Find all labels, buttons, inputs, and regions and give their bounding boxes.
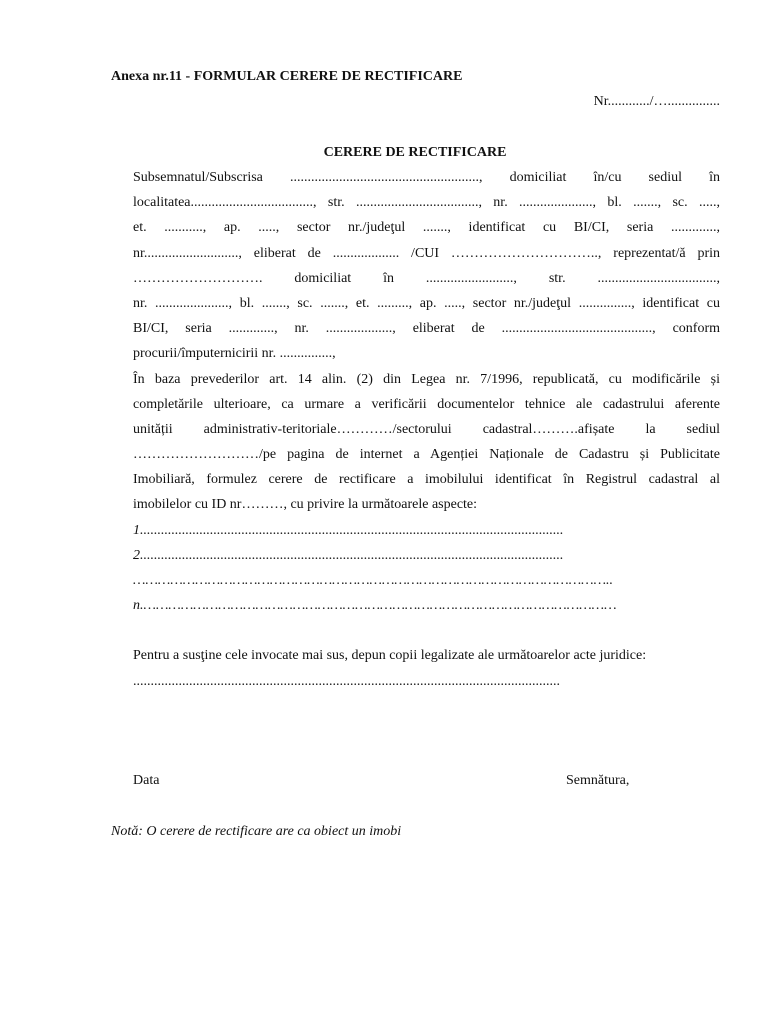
body-line: Imobiliară, formulez cerere de rectificare a imobilului identificat în Registrul cadastral al (133, 472, 720, 488)
supporting-documents-text: Pentru a susţine cele invocate mai sus, depun copii legalizate ale următoarelor acte juridice: (133, 648, 647, 663)
aspect-item-ellipsis: …………………………………………………………………………………………………….. (133, 573, 614, 588)
aspect-item-n: n.…………………………………………………………………………………………………… (133, 598, 617, 614)
footnote: Notă: O cerere de rectificare are ca obiect un imobi (111, 824, 402, 839)
body-line: Subsemnatul/Subscrisa ......................................................, domiciliat în/cu sediul în (133, 170, 720, 185)
body-line: localitatea..................................., str. ..................................., nr. ....................., bl. ......., sc. ....., (133, 195, 720, 211)
body-line: et. ..........., ap. ....., sector nr./judeţul ......., identificat cu BI/CI, seria ............., (133, 220, 720, 236)
body-line: ………………………. domiciliat în ........................., str. .................................., (133, 270, 720, 286)
body-line: unității administrativ-teritoriale…………/sectorului cadastral……….afișate la sediul (133, 421, 720, 437)
document-title: CERERE DE RECTIFICARE (323, 145, 507, 160)
body-line: nr. ....................., bl. ......., sc. ......., et. ........., ap. ....., sector nr./judeţul ..............., identificat cu (133, 295, 720, 311)
date-label: Data (133, 773, 160, 788)
body-line: În baza prevederilor art. 14 alin. (2) din Legea nr. 7/1996, republicată, cu modificările și (133, 371, 720, 387)
annex-title: Anexa nr.11 - FORMULAR CERERE DE RECTIFICARE (111, 69, 463, 84)
aspect-item-1: 1......................................................................................................................... (133, 522, 564, 538)
aspect-item-2: 2......................................................................................................................... (133, 547, 564, 563)
body-line: procurii/împuternicirii nr. ..............., (133, 346, 336, 362)
body-line: nr..........................., eliberat de ................... /CUI ………………………….., reprezentat/ă prin (133, 245, 720, 261)
signature-label: Semnătura, (566, 773, 630, 788)
body-line: completările ulterioare, ca urmare a verificării documentelor tehnice ale cadastrului aferente (133, 396, 720, 412)
request-body (133, 165, 720, 618)
registration-number: Nr............/…............... (593, 94, 720, 109)
body-line: ………………………/pe pagina de internet a Agenției Naționale de Cadastru și Publicitate (133, 447, 720, 463)
body-line: BI/CI, seria ............., nr. ..................., eliberat de ..........................................., conform (133, 321, 720, 337)
supporting-documents-blank: .......................................................................................................................... (133, 674, 560, 689)
body-line: imobilelor cu ID nr………, cu privire la următoarele aspecte: (133, 497, 478, 513)
